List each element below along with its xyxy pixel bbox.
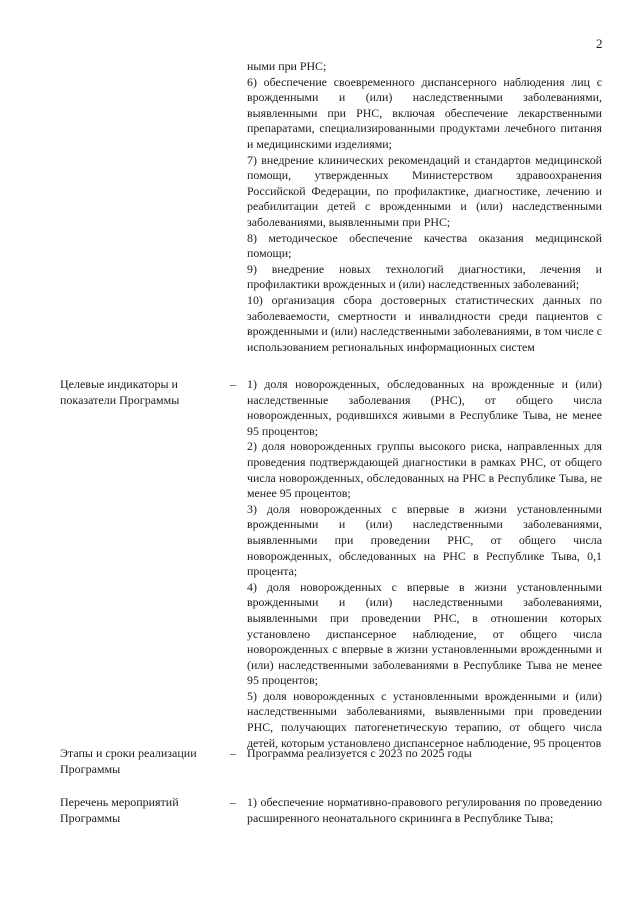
activities-value bbox=[247, 795, 602, 826]
page-number: 2 bbox=[596, 36, 603, 51]
indicator-item: 5) доля новорожденных с установленными врожденными и (или) наследственными заболеваниями, выявленными при проведении РНС, получающих патогенетическую терапию, от общего числа детей, которым установлено диспансерное наблюдение, 95 процентов bbox=[247, 688, 602, 750]
continued-list-item: 9) внедрение новых технологий диагностики, лечения и профилактики врожденных и (или) наследственных заболеваний; bbox=[247, 261, 602, 292]
continued-list-item: ными при РНС; bbox=[247, 59, 327, 73]
indicator-item: 2) доля новорожденных группы высокого риска, направленных для проведения подтверждающей диагностики в рамках РНС, от общего числа новорожденных, обследованных на РНС в Республике Тыва, не менее 95 процентов; bbox=[247, 439, 602, 501]
activities-dash: – bbox=[230, 795, 236, 809]
stages-dash: – bbox=[230, 746, 236, 760]
stages-text: Программа реализуется с 2023 по 2025 годы bbox=[247, 746, 472, 760]
stages-label: Этапы и сроки реализации Программы bbox=[60, 746, 197, 776]
stages-value bbox=[247, 746, 602, 762]
continued-list-item: 8) методическое обеспечение качества оказания медицинской помощи; bbox=[247, 230, 602, 261]
continued-list bbox=[247, 59, 602, 355]
indicator-item: 3) доля новорожденных с впервые в жизни установленными врожденными и (или) наследственными заболеваниями, выявленными при проведении РНС, от общего числа новорожденных, обследованных на РНС в Республике Тыва, 0,1 процента; bbox=[247, 501, 602, 579]
activities-label: Перечень мероприятий Программы bbox=[60, 795, 179, 825]
continued-list-item: 6) обеспечение своевременного диспансерного наблюдения лиц с врожденными и (или) наследственными заболеваниями, выявленными при РНС, включая обеспечение лекарственными препаратами, специализированными продуктами лечебного питания и медицинскими изделиями; bbox=[247, 74, 602, 151]
continued-list-item: 10) организация сбора достоверных статистических данных по заболеваемости, смертности и инвалидности среди пациентов с врожденными и (или) наследственными заболеваниями, в том числе с использованием региональных информационных систем bbox=[247, 292, 602, 354]
indicator-item: 4) доля новорожденных с впервые в жизни установленными врожденными и (или) наследственными заболеваниями, выявленными при проведении РНС, в отношении которых установлено диспансерное наблюдение, от общего числа новорожденных с впервые в жизни установленными врожденными и (или) наследственными заболеваниями в Республике Тыва не менее 95 процентов; bbox=[247, 579, 602, 688]
activity-item: 1) обеспечение нормативно-правового регулирования по проведению расширенного неонатального скрининга в Республике Тыва; bbox=[247, 795, 602, 825]
continued-list-item: 7) внедрение клинических рекомендаций и стандартов медицинской помощи, утвержденных Министерством здравоохранения Российской Федерации, по профилактике, диагностике, лечению и реабилитации детей с врожденными и (или) наследственными заболеваниями, выявленными при РНС; bbox=[247, 152, 602, 229]
indicator-item: 1) доля новорожденных, обследованных на врожденные и (или) наследственные заболевания (РНС), от общего числа новорожденных, родившихся живыми в Республике Тыва, не менее 95 процентов; bbox=[247, 377, 602, 438]
indicators-dash: – bbox=[230, 377, 236, 391]
indicators-value bbox=[247, 377, 602, 751]
indicators-label: Целевые индикаторы и показатели Программы bbox=[60, 377, 180, 407]
